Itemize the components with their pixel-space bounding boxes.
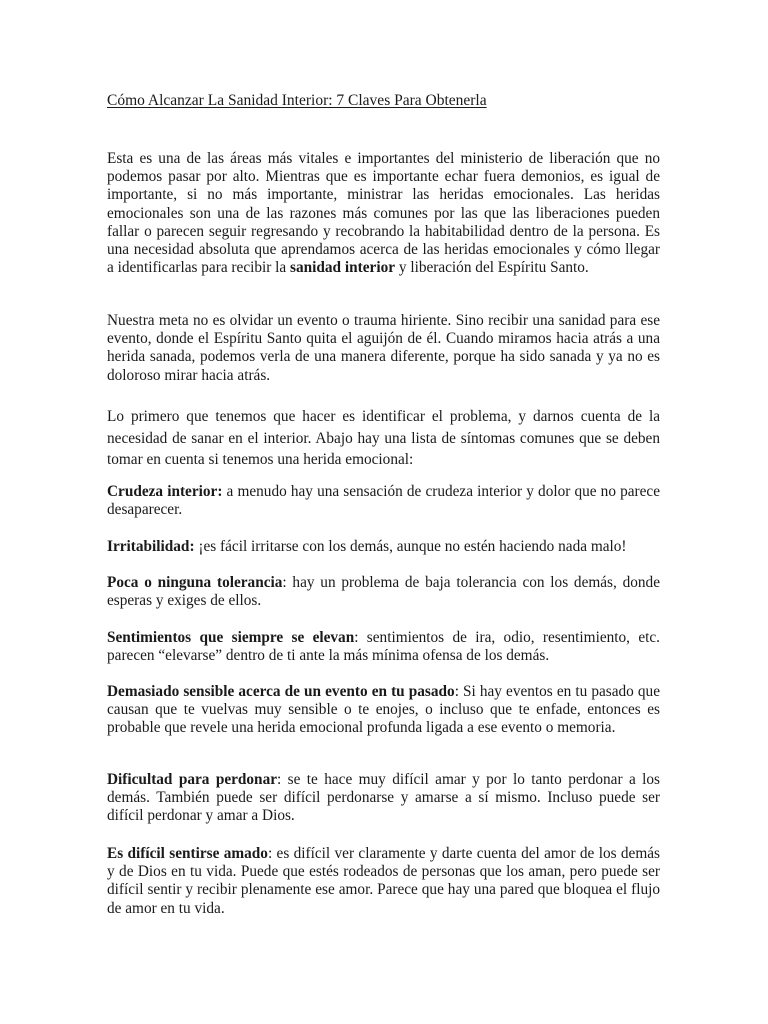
symptom-term: Irritabilidad: bbox=[107, 538, 195, 555]
symptom-term: Crudeza interior: bbox=[107, 483, 223, 500]
symptom-text: : Si hay eventos en tu pasado que causan que te vuelvas muy sensible o te enojes, o incluso que te enfade, entonces es probable que revele una herida emocional profunda ligada a ese evento o memoria. bbox=[107, 683, 660, 737]
symptom-paragraph bbox=[107, 845, 660, 918]
symptom-term: Poca o ninguna tolerancia bbox=[107, 574, 283, 591]
symptom-text: : hay un problema de baja tolerancia con los demás, donde esperas y exiges de ellos. bbox=[107, 574, 660, 610]
symptom-text: : es difícil ver claramente y darte cuenta del amor de los demás y de Dios en tu vida. Puede que estés rodeados de personas que los aman, pero puede ser difícil sentir y recibir plenamente ese amor. Parece que hay una pared que bloquea el flujo de amor en tu vida. bbox=[107, 845, 660, 917]
intro-text-before: Esta es una de las áreas más vitales e importantes del ministerio de liberación que no podemos pasar por alto. Mientras que es importante echar fuera demonios, es igual de importante, si no más importante, ministrar las heridas emocionales. Las heridas emocionales son una de las razones más comunes por las que las liberaciones pueden fallar o parecen seguir regresando y recobrando la habitabilidad dentro de la persona. Es una necesidad absoluta que aprendamos acerca de las heridas emocionales y cómo llegar a identificarlas para recibir la bbox=[107, 150, 660, 277]
document-title: Cómo Alcanzar La Sanidad Interior: 7 Claves Para Obtenerla bbox=[107, 92, 487, 109]
first-step-paragraph: Lo primero que tenemos que hacer es identificar el problema, y darnos cuenta de la necesidad de sanar en el interior. Abajo hay una lista de síntomas comunes que se deben tomar en cuenta si tenemos una herida emocional: bbox=[107, 408, 660, 468]
symptom-paragraph bbox=[107, 483, 660, 519]
intro-bold-term: sanidad interior bbox=[290, 259, 396, 277]
symptom-text: : se te hace muy difícil amar y por lo tanto perdonar a los demás. También puede ser difícil perdonarse y amarse a sí mismo. Incluso puede ser difícil perdonar y amar a Dios. bbox=[107, 771, 660, 825]
intro-text-after: y liberación del Espíritu Santo. bbox=[398, 259, 589, 277]
symptom-paragraph bbox=[107, 683, 660, 738]
goal-paragraph: Nuestra meta no es olvidar un evento o trauma hiriente. Sino recibir una sanidad para ese evento, donde el Espíritu Santo quita el aguijón de él. Cuando miramos hacia atrás a una herida sanada, podemos verla de una manera diferente, porque ha sido sanada y ya no es doloroso mirar hacia atrás. bbox=[107, 312, 660, 384]
symptom-text: : sentimientos de ira, odio, resentimiento, etc. parecen “elevarse” dentro de ti ante la más mínima ofensa de los demás. bbox=[107, 629, 660, 665]
symptom-paragraph bbox=[107, 771, 660, 826]
symptom-term: Demasiado sensible acerca de un evento en tu pasado bbox=[107, 683, 455, 700]
symptom-paragraph bbox=[107, 629, 660, 665]
symptom-paragraph bbox=[107, 538, 660, 556]
intro-paragraph bbox=[107, 150, 660, 277]
symptom-paragraph bbox=[107, 574, 660, 610]
symptom-term: Sentimientos que siempre se elevan bbox=[107, 629, 355, 646]
symptom-text: a menudo hay una sensación de crudeza interior y dolor que no parece desaparecer. bbox=[107, 483, 660, 519]
symptom-text: ¡es fácil irritarse con los demás, aunque no estén haciendo nada malo! bbox=[198, 538, 627, 555]
symptom-term: Dificultad para perdonar bbox=[107, 771, 278, 788]
symptom-term: Es difícil sentirse amado bbox=[107, 845, 268, 862]
